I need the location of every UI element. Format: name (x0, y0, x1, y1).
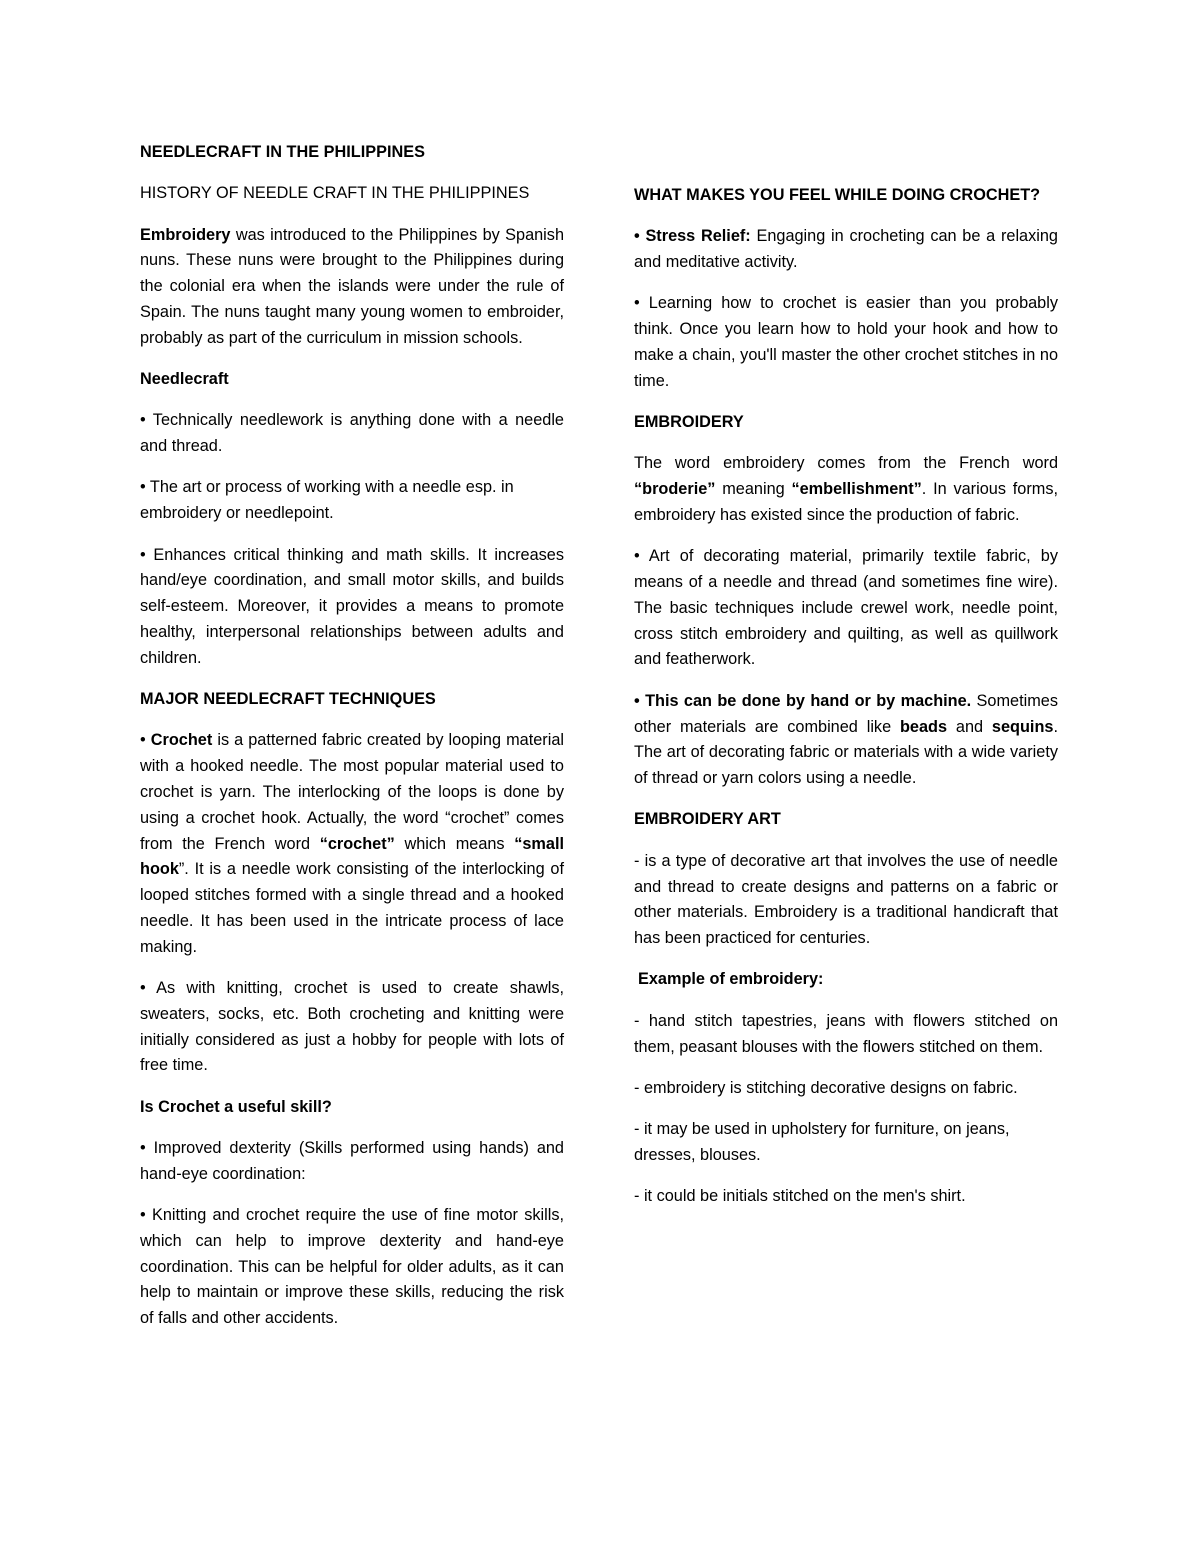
crochet-text-3: ”. It is a needle work consisting of the interlocking of looped stitches formed with a single thread and a hooked needle. It has been used in the intricate process of lace making. (140, 860, 564, 956)
embroidery-paragraph (634, 451, 1058, 528)
emb-text-2: meaning (715, 480, 792, 499)
embroidery-heading: EMBROIDERY (634, 413, 744, 432)
stress-relief-term: • Stress Relief: (634, 227, 751, 246)
stress-relief-bullet (634, 224, 1058, 276)
example-1: - hand stitch tapestries, jeans with flowers stitched on them, peasant blouses with the flowers stitched on them. (634, 1011, 1058, 1056)
useful-bullet-2: • Knitting and crochet require the use of fine motor skills, which can help to improve dexterity and hand-eye coordination. This can be helpful for older adults, as it can help to maintain or improve these skills, reducing the risk of falls and other accidents. (140, 1206, 564, 1328)
left-column (140, 140, 564, 1348)
small-hook-term: “small hook (140, 834, 564, 879)
crochet-text-1: is a patterned fabric created by looping material with a hooked needle. The most popular material used to crochet is yarn. The interlocking of the loops is done by using a crochet hook. Actually, the word “crochet” comes from the French word (140, 731, 564, 853)
hand-text-2: and (947, 717, 992, 736)
embroidery-art-paragraph: - is a type of decorative art that involves the use of needle and thread to create designs and patterns on a fabric or other materials. Embroidery is a traditional handicraft that has been practiced for centuries. (634, 851, 1058, 948)
techniques-heading: MAJOR NEEDLECRAFT TECHNIQUES (140, 690, 436, 709)
feel-heading: WHAT MAKES YOU FEEL WHILE DOING CROCHET? (634, 186, 1041, 204)
document-title: NEEDLECRAFT IN THE PHILIPPINES (140, 143, 425, 161)
example-heading: Example of embroidery: (638, 970, 824, 989)
example-4: - it could be initials stitched on the men's shirt. (634, 1187, 966, 1206)
crochet-paragraph (140, 728, 564, 960)
crochet-text-2: which means (394, 834, 515, 853)
useful-bullet-1: • Improved dexterity (Skills performed using hands) and hand-eye coordination: (140, 1139, 564, 1183)
hand-machine-term: • This can be done by hand or by machine. (634, 691, 972, 710)
example-3: - it may be used in upholstery for furniture, on jeans, dresses, blouses. (634, 1120, 1010, 1164)
sequins-term: sequins (991, 717, 1054, 736)
stress-relief-text: Engaging in crocheting can be a relaxing and meditative activity. (634, 227, 1058, 272)
hand-machine-bullet (634, 689, 1058, 792)
embroidery-term: Embroidery (140, 225, 231, 244)
crochet-word: “crochet” (319, 834, 395, 853)
needlecraft-bullet-2: • The art or process of working with a needle esp. in embroidery or needlepoint. (140, 478, 514, 523)
needlecraft-bullet-3: • Enhances critical thinking and math skills. It increases hand/eye coordination, and small motor skills, and builds self-esteem. Moreover, it provides a means to promote healthy, interpersonal relationships between adults and children. (140, 545, 564, 667)
useful-skill-heading: Is Crochet a useful skill? (140, 1097, 332, 1116)
crochet-bullet-mark: • (140, 731, 151, 750)
embellishment-term: “embellishment” (791, 480, 922, 499)
intro-text: was introduced to the Philippines by Spanish nuns. These nuns were brought to the Philippines during the colonial era when the islands were under the rule of Spain. The nuns taught many young women to embroider, probably as part of the curriculum in mission schools. (140, 225, 564, 347)
example-2: - embroidery is stitching decorative designs on fabric. (634, 1078, 1018, 1097)
right-column (634, 183, 1058, 1226)
hand-text-3: . The art of decorating fabric or materials with a wide variety of thread or yarn colors using a needle. (634, 717, 1058, 788)
embroidery-art-heading: EMBROIDERY ART (634, 810, 781, 829)
art-decorating-bullet: • Art of decorating material, primarily textile fabric, by means of a needle and thread (and sometimes fine wire). The basic techniques include crewel work, needle point, cross stitch embroidery and quilting, as well as quillwork and featherwork. (634, 547, 1058, 669)
beads-term: beads (899, 717, 948, 736)
learning-bullet: • Learning how to crochet is easier than you probably think. Once you learn how to hold your hook and how to make a chain, you'll master the other crochet stitches in no time. (634, 294, 1058, 390)
hand-text-1: Sometimes other materials are combined like (634, 691, 1058, 736)
intro-paragraph (140, 223, 564, 352)
knitting-bullet: • As with knitting, crochet is used to create shawls, sweaters, socks, etc. Both crocheting and knitting were initially considered as just a hobby for people with lots of free time. (140, 979, 564, 1075)
needlecraft-heading: Needlecraft (140, 370, 229, 389)
needlecraft-bullet-1: • Technically needlework is anything done with a needle and thread. (140, 411, 564, 456)
emb-text-3: . In various forms, embroidery has existed since the production of fabric. (634, 480, 1058, 524)
broderie-term: “broderie” (634, 480, 716, 499)
emb-text-1: The word embroidery comes from the French word (634, 454, 1058, 473)
history-subtitle: HISTORY OF NEEDLE CRAFT IN THE PHILIPPINES (140, 184, 530, 203)
crochet-term: Crochet (150, 731, 213, 750)
